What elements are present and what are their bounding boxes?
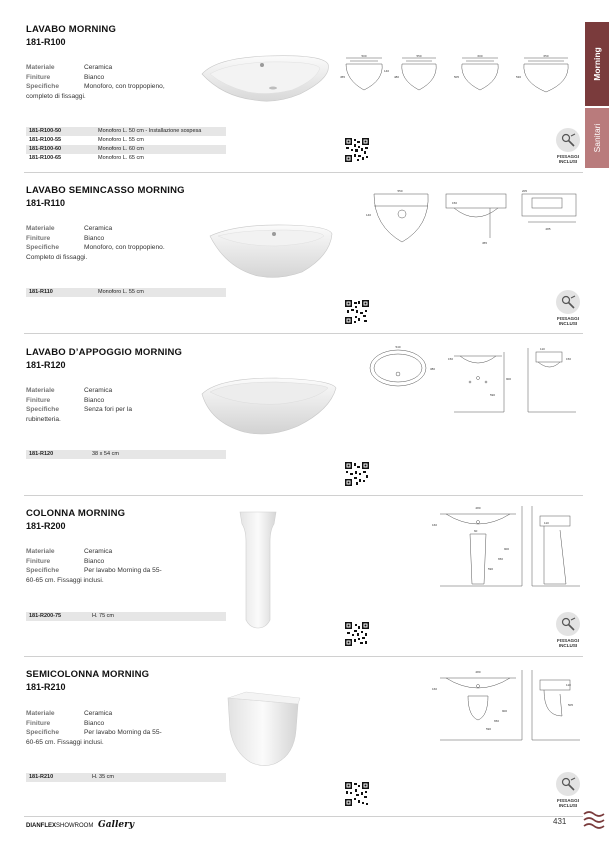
dimension-label: 500 — [361, 54, 367, 58]
page-number: 431 — [553, 817, 567, 826]
technical-drawing — [432, 500, 582, 596]
table-row — [26, 612, 226, 621]
semi-pedestal-photo — [222, 690, 304, 772]
table-row — [26, 154, 226, 163]
technical-drawing — [362, 186, 582, 248]
wrench-icon — [556, 612, 580, 636]
dimension-label: 160 — [432, 687, 438, 691]
washbasin-photo — [206, 222, 336, 282]
product-title: SEMICOLONNA MORNING — [26, 669, 150, 680]
dimension-label: 205 — [522, 189, 528, 193]
dimension-label: 650 — [498, 557, 504, 561]
dimension-label: 590 — [490, 393, 496, 397]
spec-specifiche: Monoforo, con troppopieno, — [84, 83, 165, 90]
badge-label-line1: FISSAGGI — [557, 798, 579, 803]
spec-materiale: Ceramica — [84, 64, 113, 71]
dimension-label: 280 — [475, 506, 481, 510]
section-divider — [24, 172, 583, 173]
spec-specifiche-cont: 60-65 cm. Fissaggi inclusi. — [26, 738, 104, 746]
footer-brand-bold: DIANFLEX — [26, 823, 56, 829]
spec-label: Specifiche — [26, 406, 59, 413]
spec-label: Finiture — [26, 396, 51, 404]
product-code: 181-R200 — [26, 521, 66, 531]
spec-finiture: Bianco — [84, 557, 105, 565]
dimension-label: 590 — [486, 727, 492, 731]
spec-label: Specifiche — [26, 729, 59, 736]
section-divider — [24, 495, 583, 496]
dimension-label: 110 — [540, 347, 545, 351]
table-row — [26, 773, 226, 782]
section-divider — [24, 333, 583, 334]
spec-label: Specifiche — [26, 83, 59, 90]
dimension-label: 140 — [384, 69, 390, 73]
wrench-icon — [556, 772, 580, 796]
product-title: LAVABO SEMINCASSO MORNING — [26, 185, 185, 196]
dimension-label: 150 — [448, 357, 454, 361]
spec-specifiche: Per lavabo Morning da 55- — [84, 729, 162, 736]
badge-label-line2: INCLUSI — [558, 803, 578, 808]
spec-label: Materiale — [26, 548, 55, 555]
dimension-label: 280 — [475, 670, 481, 674]
spec-finiture: Bianco — [84, 234, 105, 242]
spec-label: Materiale — [26, 64, 55, 71]
dimension-label: 650 — [494, 719, 500, 723]
technical-drawing — [338, 50, 578, 96]
spec-label: Materiale — [26, 387, 55, 394]
badge-label-line2: INCLUSI — [558, 643, 578, 648]
product-code: 181-R210 — [26, 682, 66, 692]
product-specs — [26, 63, 194, 101]
badge-label-line1: FISSAGGI — [557, 154, 579, 159]
variant-code: 181-R210 — [29, 774, 54, 780]
side-tab-sanitari-label: Sanitari — [592, 123, 602, 153]
spec-specifiche-cont: completo di fissaggi. — [26, 92, 86, 100]
dimension-label: 60 — [474, 529, 478, 533]
dimension-label: 590 — [488, 567, 494, 571]
dimension-label: 530 — [516, 75, 522, 79]
spec-label: Finiture — [26, 234, 51, 242]
dimension-label: 150 — [566, 357, 572, 361]
dimension-label: 455 — [340, 75, 346, 79]
spec-finiture: Bianco — [84, 396, 105, 404]
washbasin-photo — [198, 376, 340, 438]
washbasin-photo — [196, 52, 334, 104]
product-title: COLONNA MORNING — [26, 508, 126, 519]
dimension-label: 600 — [477, 54, 483, 58]
side-tab-morning[interactable] — [585, 22, 609, 106]
spec-label: Finiture — [26, 719, 51, 727]
product-title: LAVABO MORNING — [26, 24, 117, 35]
spec-materiale: Ceramica — [84, 548, 113, 555]
variant-code: 181-R100-50 — [29, 128, 62, 134]
spec-specifiche: Per lavabo Morning da 55- — [84, 567, 162, 574]
dimension-label: 650 — [543, 54, 549, 58]
dimension-label: 110 — [544, 521, 549, 525]
spec-label: Specifiche — [26, 567, 59, 574]
spec-label: Materiale — [26, 710, 55, 717]
table-row — [26, 145, 226, 154]
fissaggi-inclusi-badge — [548, 128, 588, 164]
fissaggi-inclusi-badge — [548, 612, 588, 648]
fissaggi-inclusi-badge — [548, 290, 588, 326]
section-divider — [24, 656, 583, 657]
product-code: 181-R120 — [26, 360, 66, 370]
variant-table — [26, 773, 226, 782]
spec-specifiche-cont: rubinetteria. — [26, 415, 61, 423]
spec-label: Finiture — [26, 73, 51, 81]
side-tab-morning-label: Morning — [592, 47, 602, 81]
variant-code: 181-R200-75 — [29, 613, 62, 619]
badge-label-line1: FISSAGGI — [557, 638, 579, 643]
dimension-label: 480 — [394, 75, 400, 79]
variant-code: 181-R120 — [29, 451, 54, 457]
footer-brand-rest: SHOWROOM — [56, 823, 94, 829]
pedestal-photo — [236, 508, 280, 632]
product-specs — [26, 547, 194, 585]
dimension-label: 285 — [545, 227, 551, 231]
product-code: 181-R110 — [26, 198, 66, 208]
badge-label-line1: FISSAGGI — [557, 316, 579, 321]
product-title: LAVABO D’APPOGGIO MORNING — [26, 347, 183, 358]
dimension-label: 455 — [482, 241, 488, 245]
product-specs — [26, 224, 194, 262]
table-row — [26, 136, 226, 145]
variant-desc: Monoforo L. 55 cm — [98, 289, 144, 295]
qr-code[interactable] — [345, 138, 369, 162]
variant-code: 181-R110 — [29, 289, 53, 295]
product-specs — [26, 386, 194, 424]
dimension-label: 540 — [395, 345, 401, 349]
waves-icon — [582, 808, 608, 832]
spec-specifiche-cont: 60-65 cm. Fissaggi inclusi. — [26, 576, 104, 584]
qr-code[interactable] — [345, 622, 369, 646]
technical-drawing — [432, 664, 582, 746]
badge-label-line2: INCLUSI — [558, 159, 578, 164]
dimension-label: 140 — [366, 213, 372, 217]
spec-label: Finiture — [26, 557, 51, 565]
dimension-label: 110 — [566, 683, 571, 687]
section-divider — [24, 816, 583, 817]
dimension-label: 900 — [506, 377, 512, 381]
variant-desc: Monoforo L. 65 cm — [98, 155, 144, 161]
footer-brand-script: Gallery — [98, 820, 135, 830]
dimension-label: 150 — [452, 201, 458, 205]
variant-desc: H. 35 cm — [92, 774, 115, 780]
variant-code: 181-R100-60 — [29, 146, 62, 152]
spec-specifiche: Senza fori per la — [84, 406, 133, 413]
table-row — [26, 127, 226, 136]
dimension-label: 380 — [430, 367, 436, 371]
wrench-icon — [556, 128, 580, 152]
spec-specifiche: Monoforo, con troppopieno. — [84, 244, 165, 251]
variant-desc: Monoforo L. 50 cm - Installazione sospesa — [98, 128, 202, 134]
qr-code[interactable] — [345, 462, 369, 486]
variant-desc: Monoforo L. 55 cm — [98, 137, 144, 143]
wrench-icon — [556, 290, 580, 314]
spec-finiture: Bianco — [84, 719, 105, 727]
qr-code[interactable] — [345, 782, 369, 806]
spec-finiture: Bianco — [84, 73, 105, 81]
variant-code: 181-R100-65 — [29, 155, 62, 161]
dimension-label: 900 — [504, 547, 510, 551]
footer-brand — [26, 820, 134, 830]
spec-specifiche-cont: Completo di fissaggi. — [26, 253, 88, 261]
variant-table — [26, 612, 226, 621]
variant-code: 181-R100-55 — [29, 137, 62, 143]
technical-drawing — [364, 342, 580, 418]
table-row — [26, 288, 226, 297]
dimension-label: 160 — [432, 523, 438, 527]
variant-table — [26, 288, 226, 297]
spec-materiale: Ceramica — [84, 225, 113, 232]
side-tab-sanitari[interactable] — [585, 108, 609, 168]
dimension-label: 505 — [568, 703, 574, 707]
dimension-label: 550 — [416, 54, 422, 58]
table-row — [26, 450, 226, 459]
variant-desc: H. 75 cm — [92, 613, 115, 619]
spec-materiale: Ceramica — [84, 387, 113, 394]
variant-desc: Monoforo L. 60 cm — [98, 146, 144, 152]
variant-table — [26, 450, 226, 459]
product-code: 181-R100 — [26, 37, 66, 47]
fissaggi-inclusi-badge — [548, 772, 588, 808]
variant-desc: 38 x 54 cm — [92, 451, 119, 457]
badge-label-line2: INCLUSI — [558, 321, 578, 326]
spec-label: Specifiche — [26, 244, 59, 251]
dimension-label: 550 — [397, 189, 403, 193]
spec-label: Materiale — [26, 225, 55, 232]
qr-code[interactable] — [345, 300, 369, 324]
dimension-label: 900 — [502, 709, 508, 713]
product-specs — [26, 709, 194, 747]
spec-materiale: Ceramica — [84, 710, 113, 717]
dimension-label: 505 — [454, 75, 460, 79]
variant-table — [26, 127, 226, 163]
